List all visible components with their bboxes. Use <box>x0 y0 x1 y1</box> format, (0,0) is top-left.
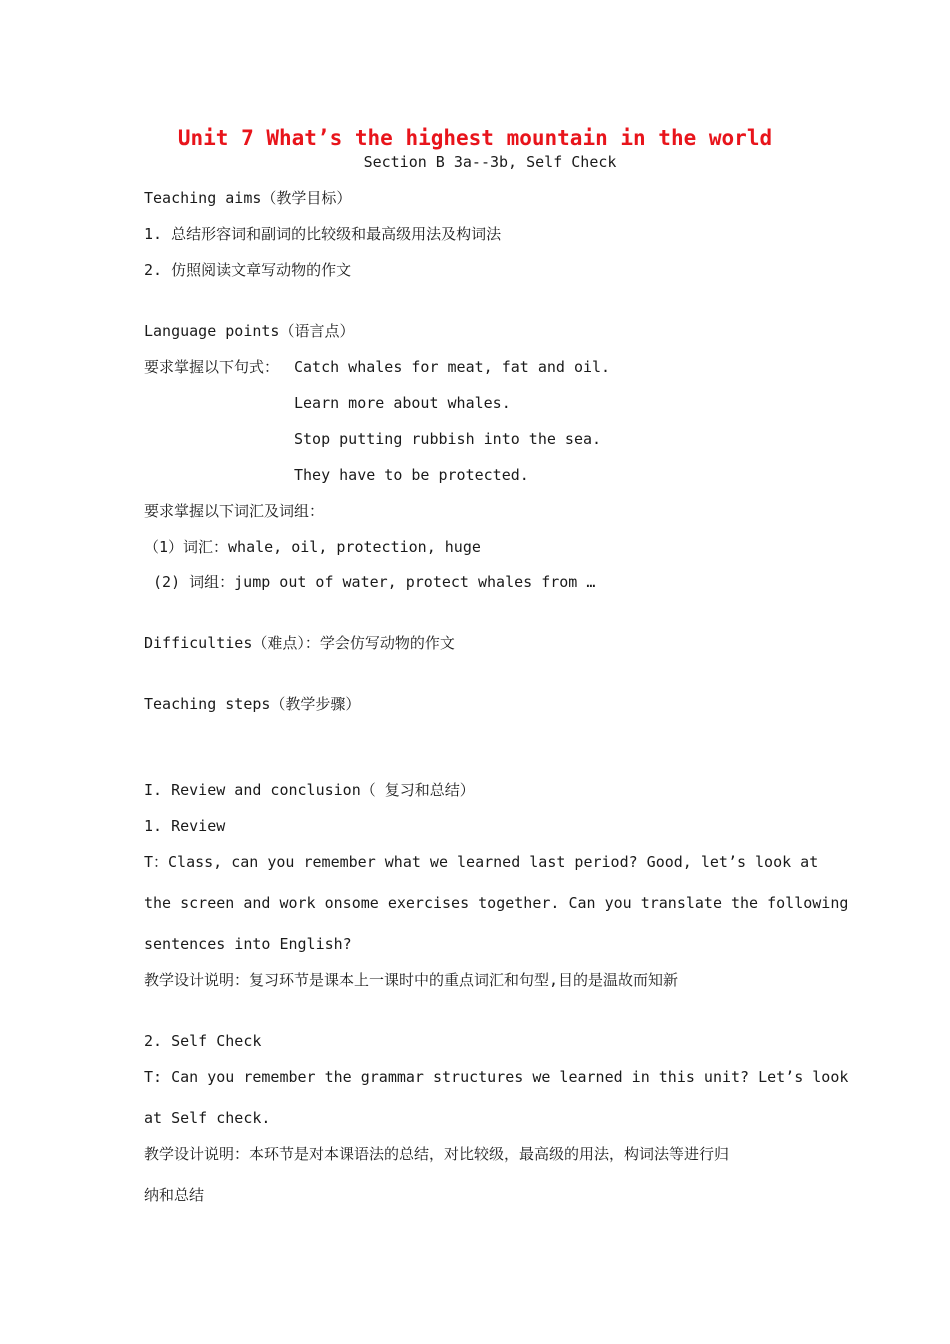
review-line: sentences into English? <box>144 935 352 953</box>
review-line: the screen and work onsome exercises together. Can you translate the following <box>144 894 849 912</box>
self-check-title: 2. Self Check <box>144 1032 262 1050</box>
language-points-heading: Language points（语言点） <box>144 322 355 340</box>
document-title: Unit 7 What’s the highest mountain in the world <box>177 126 773 150</box>
phrase-item: (2) 词组：jump out of water, protect whales from … <box>144 573 596 591</box>
aim-item: 2. 仿照阅读文章写动物的作文 <box>144 261 352 279</box>
review-title: 1. Review <box>144 817 226 835</box>
sentence-item: Catch whales for meat, fat and oil. <box>294 358 611 376</box>
vocab-intro: 要求掌握以下词汇及词组： <box>144 502 325 520</box>
vocab-item: （1）词汇：whale, oil, protection, huge <box>144 538 481 556</box>
design-note: 教学设计说明：复习环节是课本上一课时中的重点词汇和句型,目的是温故而知新 <box>144 971 679 989</box>
sentence-item: Stop putting rubbish into the sea. <box>294 430 602 448</box>
sentence-item: Learn more about whales. <box>294 394 511 412</box>
difficulties: Difficulties（难点）：学会仿写动物的作文 <box>144 634 455 652</box>
review-line: T：Class, can you remember what we learned last period? Good, let’s look at <box>144 853 819 871</box>
aim-item: 1. 总结形容词和副词的比较级和最高级用法及构词法 <box>144 225 502 243</box>
self-check-line: at Self check. <box>144 1109 271 1127</box>
teaching-aims-heading: Teaching aims（教学目标） <box>144 189 352 207</box>
design-note: 纳和总结 <box>144 1186 205 1204</box>
section-heading: I. Review and conclusion（ 复习和总结） <box>144 781 475 799</box>
document-subtitle: Section B 3a--3b, Self Check <box>363 153 617 171</box>
sentence-item: They have to be protected. <box>294 466 529 484</box>
self-check-line: T: Can you remember the grammar structures we learned in this unit? Let’s look <box>144 1068 849 1086</box>
teaching-steps-heading: Teaching steps（教学步骤） <box>144 695 361 713</box>
sentences-intro: 要求掌握以下句式： <box>144 358 280 376</box>
design-note: 教学设计说明：本环节是对本课语法的总结，对比较级，最高级的用法，构词法等进行归 <box>144 1145 730 1163</box>
